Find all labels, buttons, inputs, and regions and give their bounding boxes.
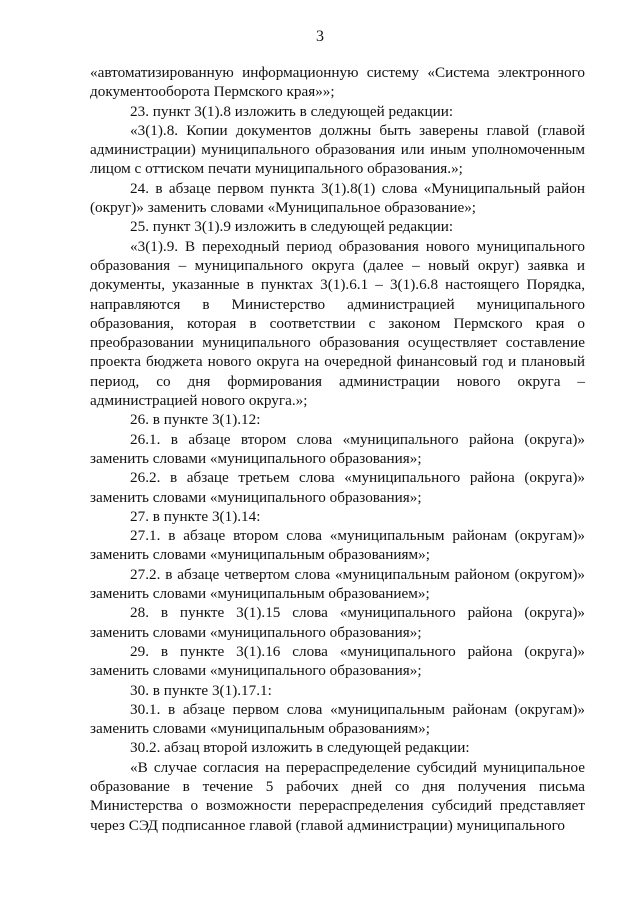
paragraph-quote-redistribution: «В случае согласия на перераспределение субсидий муниципальное образование в течение 5 рабочих дней со дня получения письма Министерства о возможности перераспределения субсидий представляет через СЭД подписанное главой (главой администрации) муниципального [90, 758, 585, 834]
paragraph-25: 25. пункт 3(1).9 изложить в следующей редакции: [130, 218, 454, 236]
paragraph-27-2: 27.2. в абзаце четвертом слова «муниципальным районом (округом)» заменить словами «муниципальным образованием»; [90, 565, 585, 603]
paragraph-continuation: «автоматизированную информационную систему «Система электронного документооборота Пермского края»»; [90, 64, 585, 101]
document-body [90, 63, 585, 835]
paragraph-30-2: 30.2. абзац второй изложить в следующей редакции: [130, 739, 470, 757]
paragraph-27-1: 27.1. в абзаце втором слова «муниципальным районам (округам)» заменить словами «муниципальным образованиям»; [90, 527, 585, 564]
page-number: 3 [316, 28, 324, 45]
paragraph-quote-3-1-8: «3(1).8. Копии документов должны быть заверены главой (главой администрации) муниципального образования или иным уполномоченным лицом с оттиском печати муниципального образования.»; [90, 121, 585, 178]
paragraph-24: 24. в абзаце первом пункта 3(1).8(1) слова «Муниципальный район (округ)» заменить словами «Муниципальное образование»; [90, 179, 585, 217]
paragraph-28: 28. в пункте 3(1).15 слова «муниципального района (округа)» заменить словами «муниципального образования»; [90, 604, 585, 641]
paragraph-23: 23. пункт 3(1).8 изложить в следующей редакции: [130, 102, 454, 120]
paragraph-26-2: 26.2. в абзаце третьем слова «муниципального района (округа)» заменить словами «муниципального образования»; [90, 469, 585, 506]
paragraph-30-1: 30.1. в абзаце первом слова «муниципальным районам (округам)» заменить словами «муниципальным образованиям»; [90, 700, 585, 738]
paragraph-30: 30. в пункте 3(1).17.1: [130, 681, 272, 699]
paragraph-26: 26. в пункте 3(1).12: [130, 411, 261, 429]
paragraph-29: 29. в пункте 3(1).16 слова «муниципального района (округа)» заменить словами «муниципального образования»; [90, 642, 585, 680]
paragraph-quote-3-1-9: «3(1).9. В переходный период образования нового муниципального образования – муниципального округа (далее – новый округ) заявка и документы, указанные в пунктах 3(1).6.1 – 3(1).6.8 настоящего Порядка, направляются в Министерство администрацией муниципального образования, которая в соответствии с законом Пермского края о преобразовании муниципального образования осуществляет составление проекта бюджета нового округа на очередной финансовый год и плановый период, со дня формирования администрации нового округа – администрацией нового округа.»; [90, 237, 585, 410]
paragraph-26-1: 26.1. в абзаце втором слова «муниципального района (округа)» заменить словами «муниципального образования»; [90, 430, 585, 467]
paragraph-27: 27. в пункте 3(1).14: [130, 507, 261, 525]
